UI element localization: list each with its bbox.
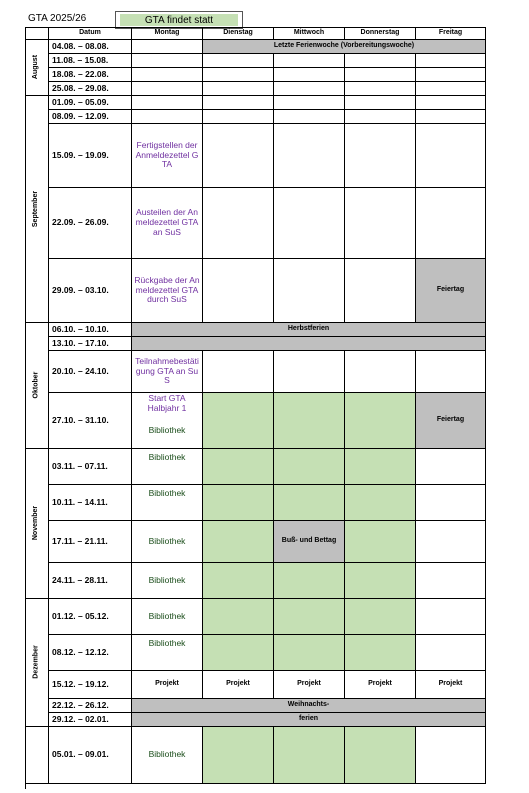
header-4-text: Donnerstag — [360, 28, 400, 36]
week-date — [49, 393, 132, 449]
week-date-text: 05.01. – 09.01. — [52, 749, 109, 760]
day-cell — [345, 54, 416, 68]
day-cell-text: Buß- und Bettag — [281, 537, 337, 545]
day-cell — [132, 96, 203, 110]
day-cell — [203, 124, 274, 188]
day-cell — [416, 727, 486, 784]
header-5-text: Freitag — [438, 28, 463, 36]
day-cell — [416, 449, 486, 485]
header-0-text: Datum — [79, 28, 101, 36]
week-date-text: 13.10. – 17.10. — [52, 337, 109, 348]
day-cell-text: Bibliothek — [148, 488, 186, 498]
week-date-text: 22.09. – 26.09. — [52, 217, 109, 228]
week-date — [49, 635, 132, 671]
day-cell — [345, 96, 416, 110]
holiday-span — [132, 323, 486, 337]
day-cell — [274, 635, 345, 671]
day-cell — [345, 259, 416, 323]
day-cell — [203, 351, 274, 393]
day-cell — [203, 110, 274, 124]
day-cell — [203, 68, 274, 82]
day-cell — [132, 485, 203, 521]
header-1-text: Montag — [154, 28, 180, 36]
day-cell — [274, 259, 345, 323]
day-cell — [416, 599, 486, 635]
header-2-text: Dienstag — [223, 28, 253, 36]
header-5 — [416, 27, 486, 40]
week-date-text: 08.12. – 12.12. — [52, 646, 109, 657]
day-cell — [132, 449, 203, 485]
day-cell — [274, 54, 345, 68]
page-title: GTA 2025/26 — [28, 13, 87, 24]
header-1 — [132, 27, 203, 40]
week-date-text: 20.10. – 24.10. — [52, 365, 109, 376]
week-date — [49, 599, 132, 635]
day-cell — [345, 393, 416, 449]
day-cell — [203, 259, 274, 323]
day-cell — [203, 485, 274, 521]
day-cell-text: Projekt — [297, 680, 321, 688]
week-date — [49, 671, 132, 699]
header-0 — [49, 27, 132, 40]
day-cell — [274, 68, 345, 82]
month-januar — [25, 727, 49, 784]
day-cell-text: Bibliothek — [148, 535, 186, 546]
month-september — [25, 96, 49, 323]
header-3-text: Mittwoch — [293, 28, 325, 36]
week-date-text: 18.08. – 22.08. — [52, 68, 109, 79]
day-cell-text: Projekt — [438, 680, 463, 688]
day-cell-text: Feiertag — [436, 416, 465, 424]
day-cell — [416, 563, 486, 599]
day-cell — [132, 635, 203, 671]
day-cell — [345, 188, 416, 259]
day-cell — [416, 259, 486, 323]
month-august — [25, 40, 49, 96]
day-cell-text2: Bibliothek — [148, 424, 186, 435]
day-cell — [416, 485, 486, 521]
day-cell — [416, 82, 486, 96]
week-date — [49, 713, 132, 727]
day-cell-text: Bibliothek — [148, 749, 186, 760]
week-date-text: 11.08. – 15.08. — [52, 54, 109, 65]
holiday-span — [203, 40, 486, 54]
week-date-text: 04.08. – 08.08. — [52, 40, 109, 51]
day-cell-text: Bibliothek — [148, 638, 186, 648]
day-cell-text: Bibliothek — [148, 574, 186, 585]
day-cell — [416, 351, 486, 393]
week-date — [49, 82, 132, 96]
day-cell — [416, 635, 486, 671]
month-dezember — [25, 599, 49, 727]
week-date-text: 24.11. – 28.11. — [52, 574, 108, 585]
header-4 — [345, 27, 416, 40]
day-cell — [274, 671, 345, 699]
day-cell — [203, 82, 274, 96]
day-cell — [132, 68, 203, 82]
week-date — [49, 96, 132, 110]
week-date — [49, 188, 132, 259]
week-date — [49, 323, 132, 337]
day-cell-text: Bibliothek — [148, 610, 186, 621]
day-cell — [132, 110, 203, 124]
day-cell — [345, 727, 416, 784]
day-cell-text: Start GTA Halbjahr 1 — [147, 393, 187, 413]
day-cell — [203, 521, 274, 563]
month-label: Oktober — [32, 372, 40, 399]
day-cell — [345, 521, 416, 563]
week-date — [49, 449, 132, 485]
week-date — [49, 337, 132, 351]
day-cell — [345, 82, 416, 96]
day-cell-text: Bibliothek — [148, 452, 186, 462]
day-cell — [203, 54, 274, 68]
day-cell-text: Projekt — [226, 680, 250, 688]
week-date-text: 29.09. – 03.10. — [52, 284, 109, 295]
week-date-text: 03.11. – 07.11. — [52, 460, 108, 471]
day-cell — [203, 393, 274, 449]
holiday-span-text: Herbstferien — [287, 325, 330, 333]
week-date — [49, 54, 132, 68]
holiday-span — [132, 337, 486, 351]
legend-label: GTA findet statt — [144, 14, 214, 26]
week-date — [49, 68, 132, 82]
holiday-span — [132, 699, 486, 713]
header-3 — [274, 27, 345, 40]
day-cell — [132, 563, 203, 599]
day-cell — [345, 635, 416, 671]
day-cell — [345, 671, 416, 699]
month-label: September — [32, 190, 40, 228]
week-date — [49, 699, 132, 713]
day-cell — [274, 599, 345, 635]
week-date-text: 17.11. – 21.11. — [52, 535, 108, 546]
week-date — [49, 110, 132, 124]
day-cell — [416, 671, 486, 699]
day-cell — [132, 40, 203, 54]
week-date — [49, 727, 132, 784]
week-date — [49, 563, 132, 599]
holiday-span-text: ferien — [298, 715, 319, 723]
day-cell — [274, 124, 345, 188]
day-cell — [132, 188, 203, 259]
day-cell — [203, 188, 274, 259]
day-cell — [416, 393, 486, 449]
day-cell — [345, 124, 416, 188]
day-cell — [345, 449, 416, 485]
day-cell — [203, 449, 274, 485]
day-cell — [132, 727, 203, 784]
day-cell-text: Feiertag — [436, 286, 465, 294]
day-cell — [274, 351, 345, 393]
month-label: August — [32, 55, 40, 80]
day-cell-text: Teilnahmebestätigung GTA an SuS — [135, 355, 199, 386]
day-cell — [416, 68, 486, 82]
month-oktober — [25, 323, 49, 449]
day-cell — [203, 96, 274, 110]
day-cell — [274, 727, 345, 784]
day-cell — [345, 351, 416, 393]
day-cell — [416, 188, 486, 259]
day-cell — [132, 259, 203, 323]
day-cell — [203, 671, 274, 699]
week-date — [49, 124, 132, 188]
week-date-text: 06.10. – 10.10. — [52, 323, 109, 334]
day-cell-text: Projekt — [368, 680, 392, 688]
day-cell — [274, 82, 345, 96]
week-date-text: 08.09. – 12.09. — [52, 110, 109, 121]
day-cell — [132, 124, 203, 188]
day-cell — [132, 671, 203, 699]
day-cell — [132, 54, 203, 68]
week-date-text: 27.10. – 31.10. — [52, 414, 109, 425]
day-cell — [203, 599, 274, 635]
month-label: November — [32, 506, 40, 541]
day-cell — [416, 521, 486, 563]
week-date — [49, 40, 132, 54]
day-cell — [132, 599, 203, 635]
day-cell — [274, 110, 345, 124]
day-cell — [274, 521, 345, 563]
holiday-span-text: Weihnachts- — [287, 701, 330, 709]
day-cell — [416, 110, 486, 124]
week-date-text: 01.12. – 05.12. — [52, 610, 109, 621]
day-cell — [345, 599, 416, 635]
day-cell-text: Austeilen der Anmeldezettel GTA an SuS — [135, 207, 199, 237]
day-cell — [203, 563, 274, 599]
week-date — [49, 521, 132, 563]
day-cell — [132, 351, 203, 393]
day-cell — [203, 727, 274, 784]
day-cell-text: Fertigstellen der Anmeldezettel GTA — [135, 139, 199, 170]
day-cell — [274, 449, 345, 485]
header-2 — [203, 27, 274, 40]
day-cell — [416, 54, 486, 68]
month-label: Dezember — [32, 645, 40, 680]
day-cell — [416, 96, 486, 110]
month-november — [25, 449, 49, 599]
day-cell — [203, 635, 274, 671]
day-cell — [132, 82, 203, 96]
day-cell — [274, 96, 345, 110]
day-cell — [274, 188, 345, 259]
day-cell — [345, 110, 416, 124]
week-date-text: 15.09. – 19.09. — [52, 149, 109, 160]
day-cell — [274, 485, 345, 521]
day-cell — [345, 68, 416, 82]
week-date-text: 29.12. – 02.01. — [52, 713, 109, 724]
week-date-text: 22.12. – 26.12. — [52, 699, 109, 710]
week-date-text: 25.08. – 29.08. — [52, 82, 109, 93]
day-cell — [132, 393, 203, 449]
day-cell-text: Projekt — [155, 680, 179, 688]
day-cell — [132, 521, 203, 563]
day-cell — [274, 563, 345, 599]
holiday-span-text: Letzte Ferienwoche (Vorbereitungswoche) — [273, 42, 415, 50]
week-date — [49, 351, 132, 393]
week-date — [49, 259, 132, 323]
week-date-text: 10.11. – 14.11. — [52, 496, 108, 507]
day-cell-text: Rückgabe der Anmeldezettel GTA durch SuS — [134, 274, 200, 305]
day-cell — [274, 393, 345, 449]
holiday-span — [132, 713, 486, 727]
header-blank — [25, 27, 49, 40]
day-cell — [345, 563, 416, 599]
day-cell — [345, 485, 416, 521]
week-date-text: 01.09. – 05.09. — [52, 96, 109, 107]
week-date-text: 15.12. – 19.12. — [52, 678, 109, 689]
week-date — [49, 485, 132, 521]
day-cell — [416, 124, 486, 188]
